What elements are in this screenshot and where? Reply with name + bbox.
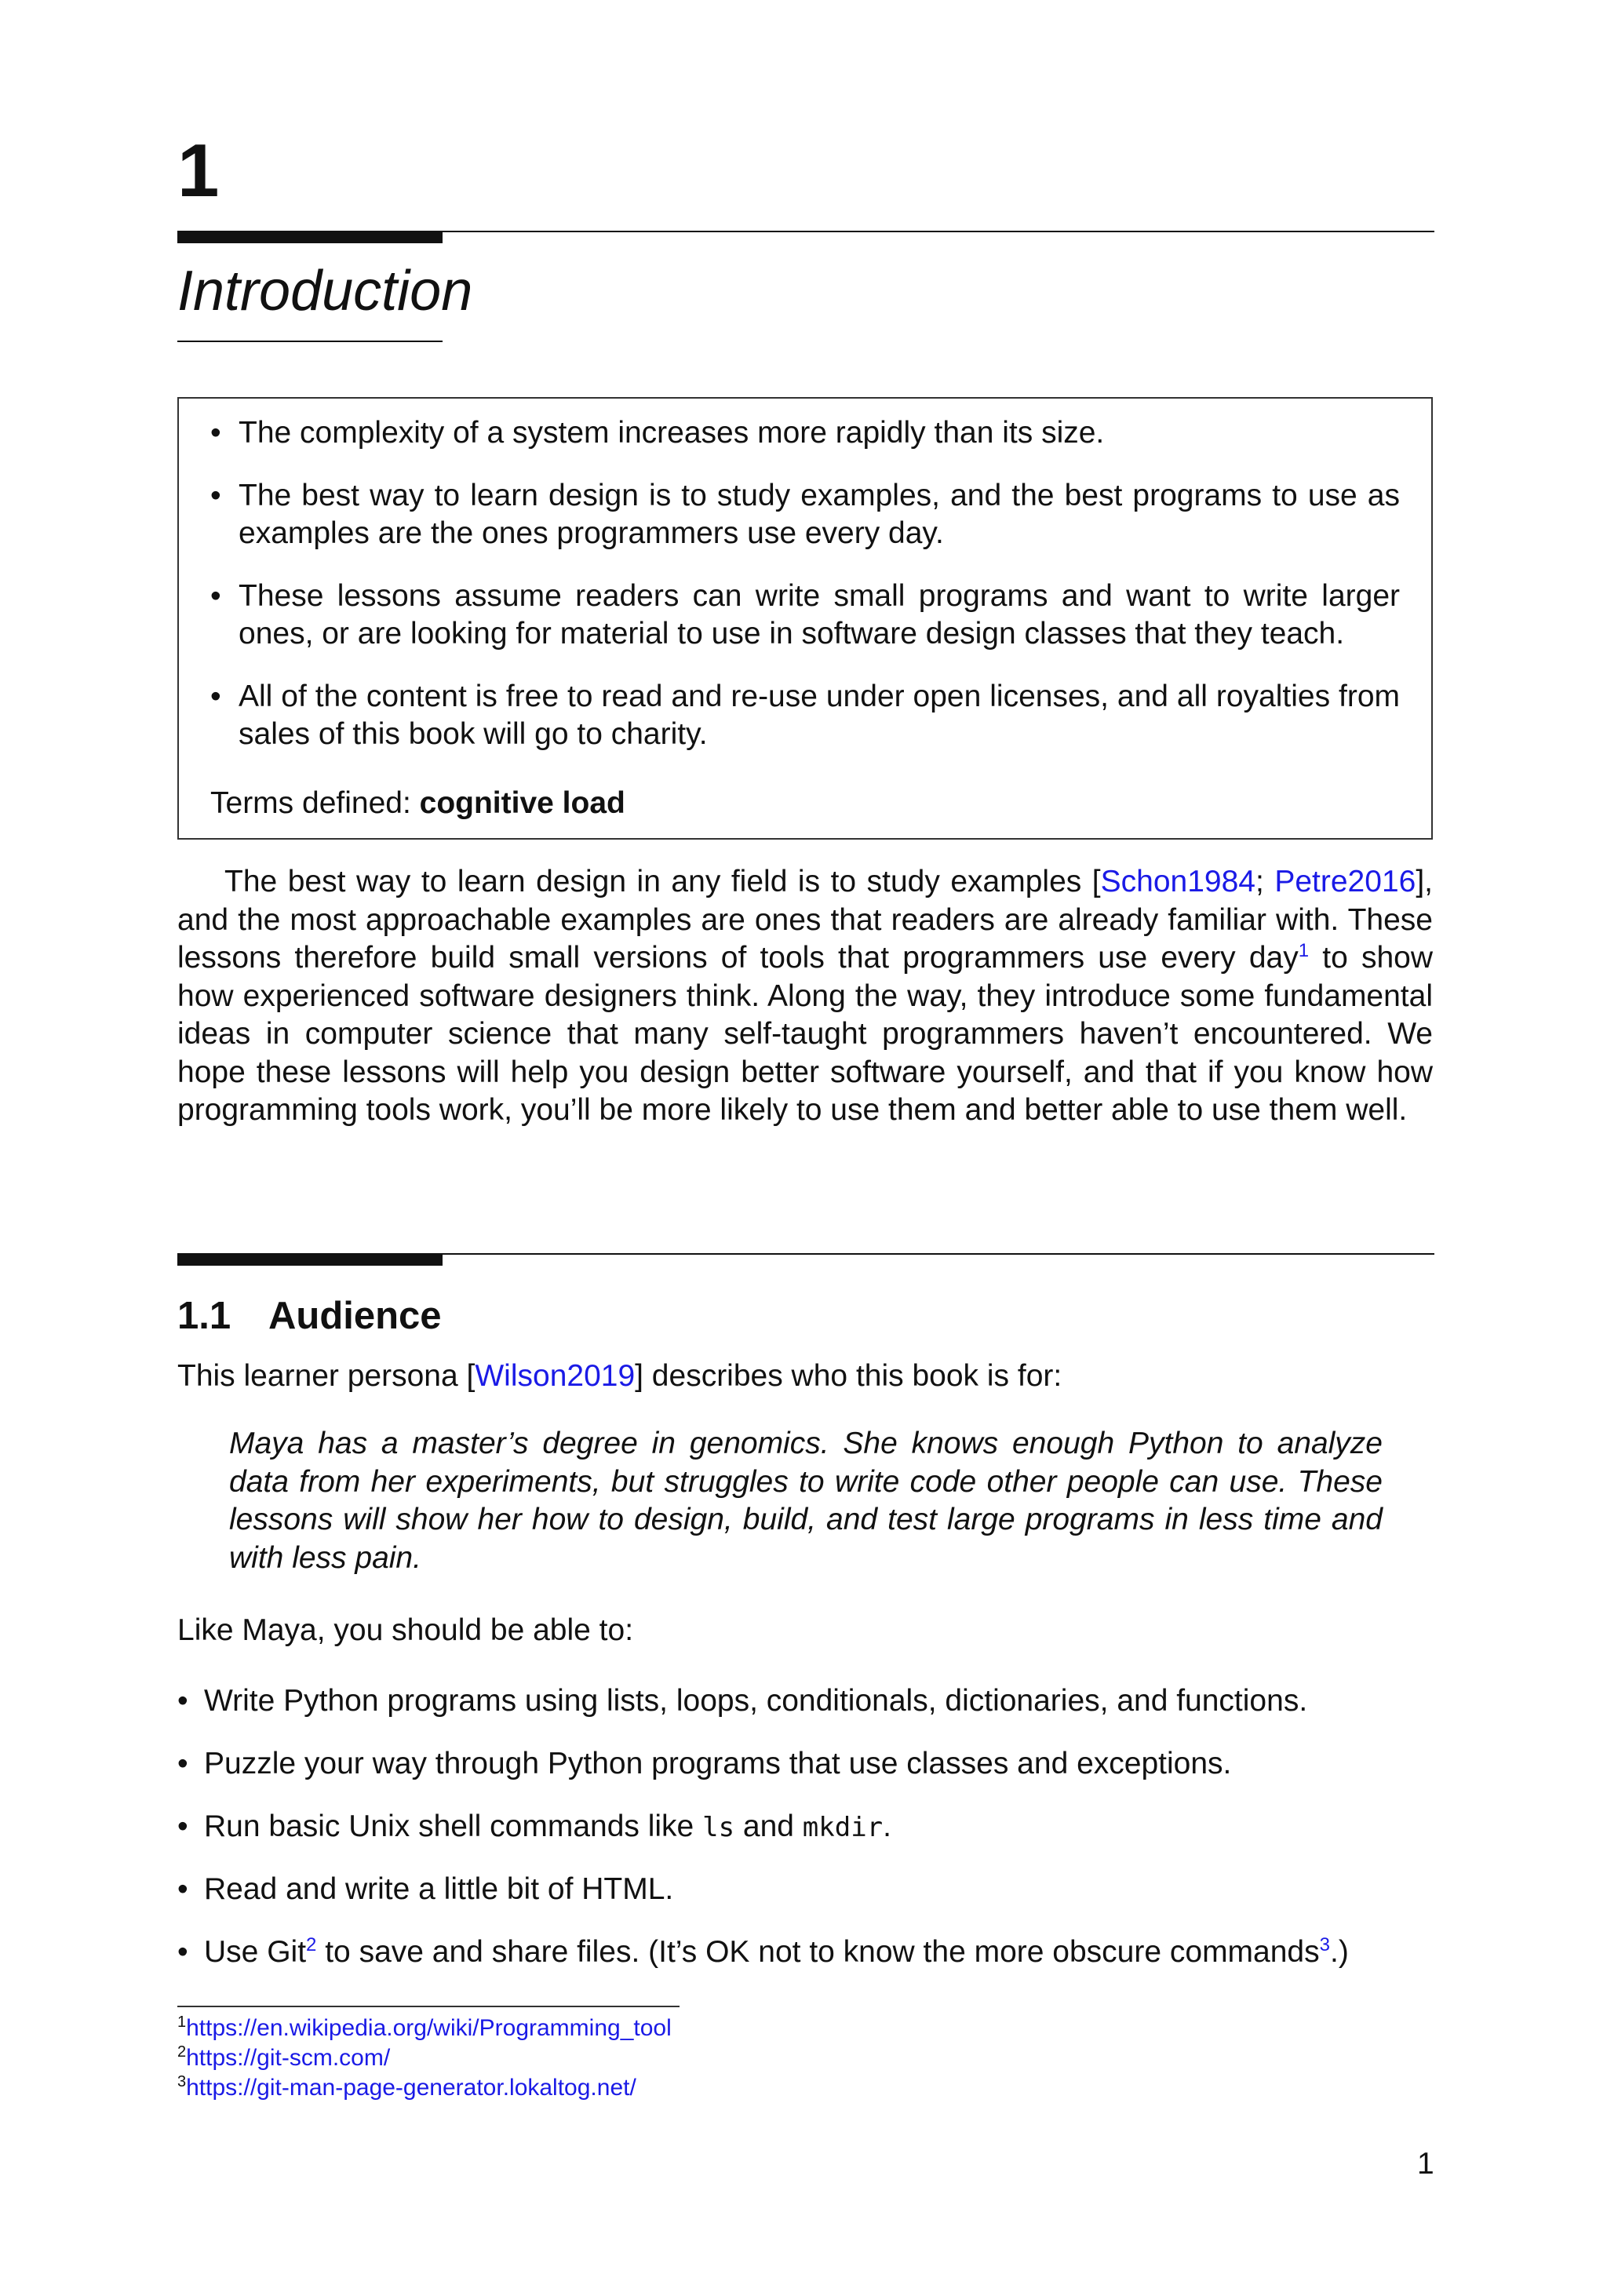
footnote-2 <box>177 2043 390 2073</box>
skill-text-part: and <box>734 1809 803 1843</box>
bullet-dot: • <box>210 680 221 713</box>
intro-text: to show how experienced software designers think. Along the way, they introduce some fundamental ideas in computer science that many self-taught programmers haven’t encountered. We hope these lessons will help you design better software yourself, and that if you know how programming tools work, you’ll be more likely to use them and better able to use them well. <box>177 941 1433 1127</box>
footnote-number: 2 <box>177 2043 187 2061</box>
list-item <box>177 1933 1433 1971</box>
summary-bullet-text: The best way to learn design is to study examples, and the best programs to use as examples are the ones programmers use every day. <box>239 479 1400 550</box>
chapter-title-underline <box>177 341 443 342</box>
intro-text: ], and the most approachable examples are ones that readers are already familiar with. These lessons therefore build small versions of tools that programmers use every day <box>177 865 1433 975</box>
code-mkdir: mkdir <box>802 1812 884 1843</box>
section-rule-thick <box>177 1253 443 1266</box>
skill-text-part: .) <box>1329 1935 1349 1969</box>
chapter-rule-thin <box>443 231 1434 232</box>
section-number: 1.1 <box>177 1295 231 1337</box>
page-number: 1 <box>1417 2147 1434 2181</box>
intro-text: The best way to learn design in any field is to study examples [ <box>224 865 1101 898</box>
section-heading <box>177 1293 442 1339</box>
summary-bullet-text: These lessons assume readers can write small programs and want to write larger ones, or are looking for material to use in software design classes that they teach. <box>239 579 1400 651</box>
skill-text-part: to save and share files. (It’s OK not to know the more obscure commands <box>316 1935 1320 1969</box>
list-item <box>177 1745 1433 1783</box>
chapter-number: 1 <box>177 129 220 213</box>
skill-text <box>204 1808 1433 1846</box>
footnote-number: 3 <box>177 2073 187 2090</box>
summary-bullet <box>210 678 1400 753</box>
citation-link-schon1984[interactable]: Schon1984 <box>1100 865 1255 898</box>
bullet-dot: • <box>177 1747 188 1780</box>
list-item <box>177 1871 1433 1908</box>
skill-text: Write Python programs using lists, loops, conditionals, dictionaries, and functions. <box>204 1684 1308 1718</box>
like-maya-text: Like Maya, you should be able to: <box>177 1613 634 1647</box>
skill-text: Puzzle your way through Python programs that use classes and exceptions. <box>204 1747 1232 1780</box>
chapter-title: Introduction <box>177 260 473 323</box>
summary-bullet-text: The complexity of a system increases more rapidly than its size. <box>239 416 1105 450</box>
footnote-rule <box>177 2006 680 2007</box>
footnote-link[interactable]: https://en.wikipedia.org/wiki/Programming_tool <box>186 2015 672 2041</box>
persona-intro-text: ] describes who this book is for: <box>635 1359 1062 1393</box>
code-ls: ls <box>702 1812 735 1843</box>
terms-defined <box>210 785 625 822</box>
bullet-dot: • <box>210 579 221 613</box>
summary-box <box>177 397 1433 840</box>
skill-text: Read and write a little bit of HTML. <box>204 1872 674 1906</box>
summary-bullet <box>210 477 1400 552</box>
footnote-ref-3[interactable]: 3 <box>1319 1934 1330 1955</box>
skill-text-part: Use Git <box>204 1935 307 1969</box>
footnote-ref-2[interactable]: 2 <box>306 1934 317 1955</box>
footnote-link[interactable]: https://git-man-page-generator.lokaltog.net/ <box>186 2075 636 2101</box>
summary-bullet <box>210 414 1400 452</box>
footnote-number: 1 <box>177 2014 187 2031</box>
skill-text <box>204 1933 1433 1971</box>
citation-link-wilson2019[interactable]: Wilson2019 <box>475 1359 636 1393</box>
citation-separator: ; <box>1255 865 1275 898</box>
footnote-3 <box>177 2073 636 2103</box>
list-item <box>177 1808 1433 1846</box>
intro-paragraph <box>177 863 1433 1130</box>
term-cognitive-load: cognitive load <box>419 786 625 820</box>
summary-bullet <box>210 578 1400 653</box>
bullet-dot: • <box>210 416 221 450</box>
footnote-1 <box>177 2014 672 2043</box>
skill-text-part: Run basic Unix shell commands like <box>204 1809 703 1843</box>
bullet-dot: • <box>210 479 221 512</box>
citation-link-petre2016[interactable]: Petre2016 <box>1274 865 1416 898</box>
persona-intro <box>177 1358 1433 1396</box>
bullet-dot: • <box>177 1872 188 1906</box>
section-rule-thin <box>443 1253 1434 1255</box>
section-title: Audience <box>268 1295 442 1337</box>
list-item <box>177 1682 1433 1720</box>
bullet-dot: • <box>177 1684 188 1718</box>
bullet-dot: • <box>177 1809 188 1843</box>
footnote-ref-1[interactable]: 1 <box>1298 940 1310 961</box>
bullet-dot: • <box>177 1935 188 1969</box>
persona-intro-text: This learner persona [ <box>177 1359 476 1393</box>
skill-text-part: . <box>883 1809 891 1843</box>
persona-quote: Maya has a master’s degree in genomics. She knows enough Python to analyze data from her experiments, but struggles to write code other people can use. These lessons will show her how to design, build, and test large programs in less time and with less pain. <box>229 1427 1383 1575</box>
footnote-link[interactable]: https://git-scm.com/ <box>186 2045 391 2071</box>
chapter-rule-thick <box>177 231 443 243</box>
terms-label: Terms defined: <box>210 786 411 820</box>
summary-bullet-text: All of the content is free to read and re-use under open licenses, and all royalties from sales of this book will go to charity. <box>239 680 1400 751</box>
